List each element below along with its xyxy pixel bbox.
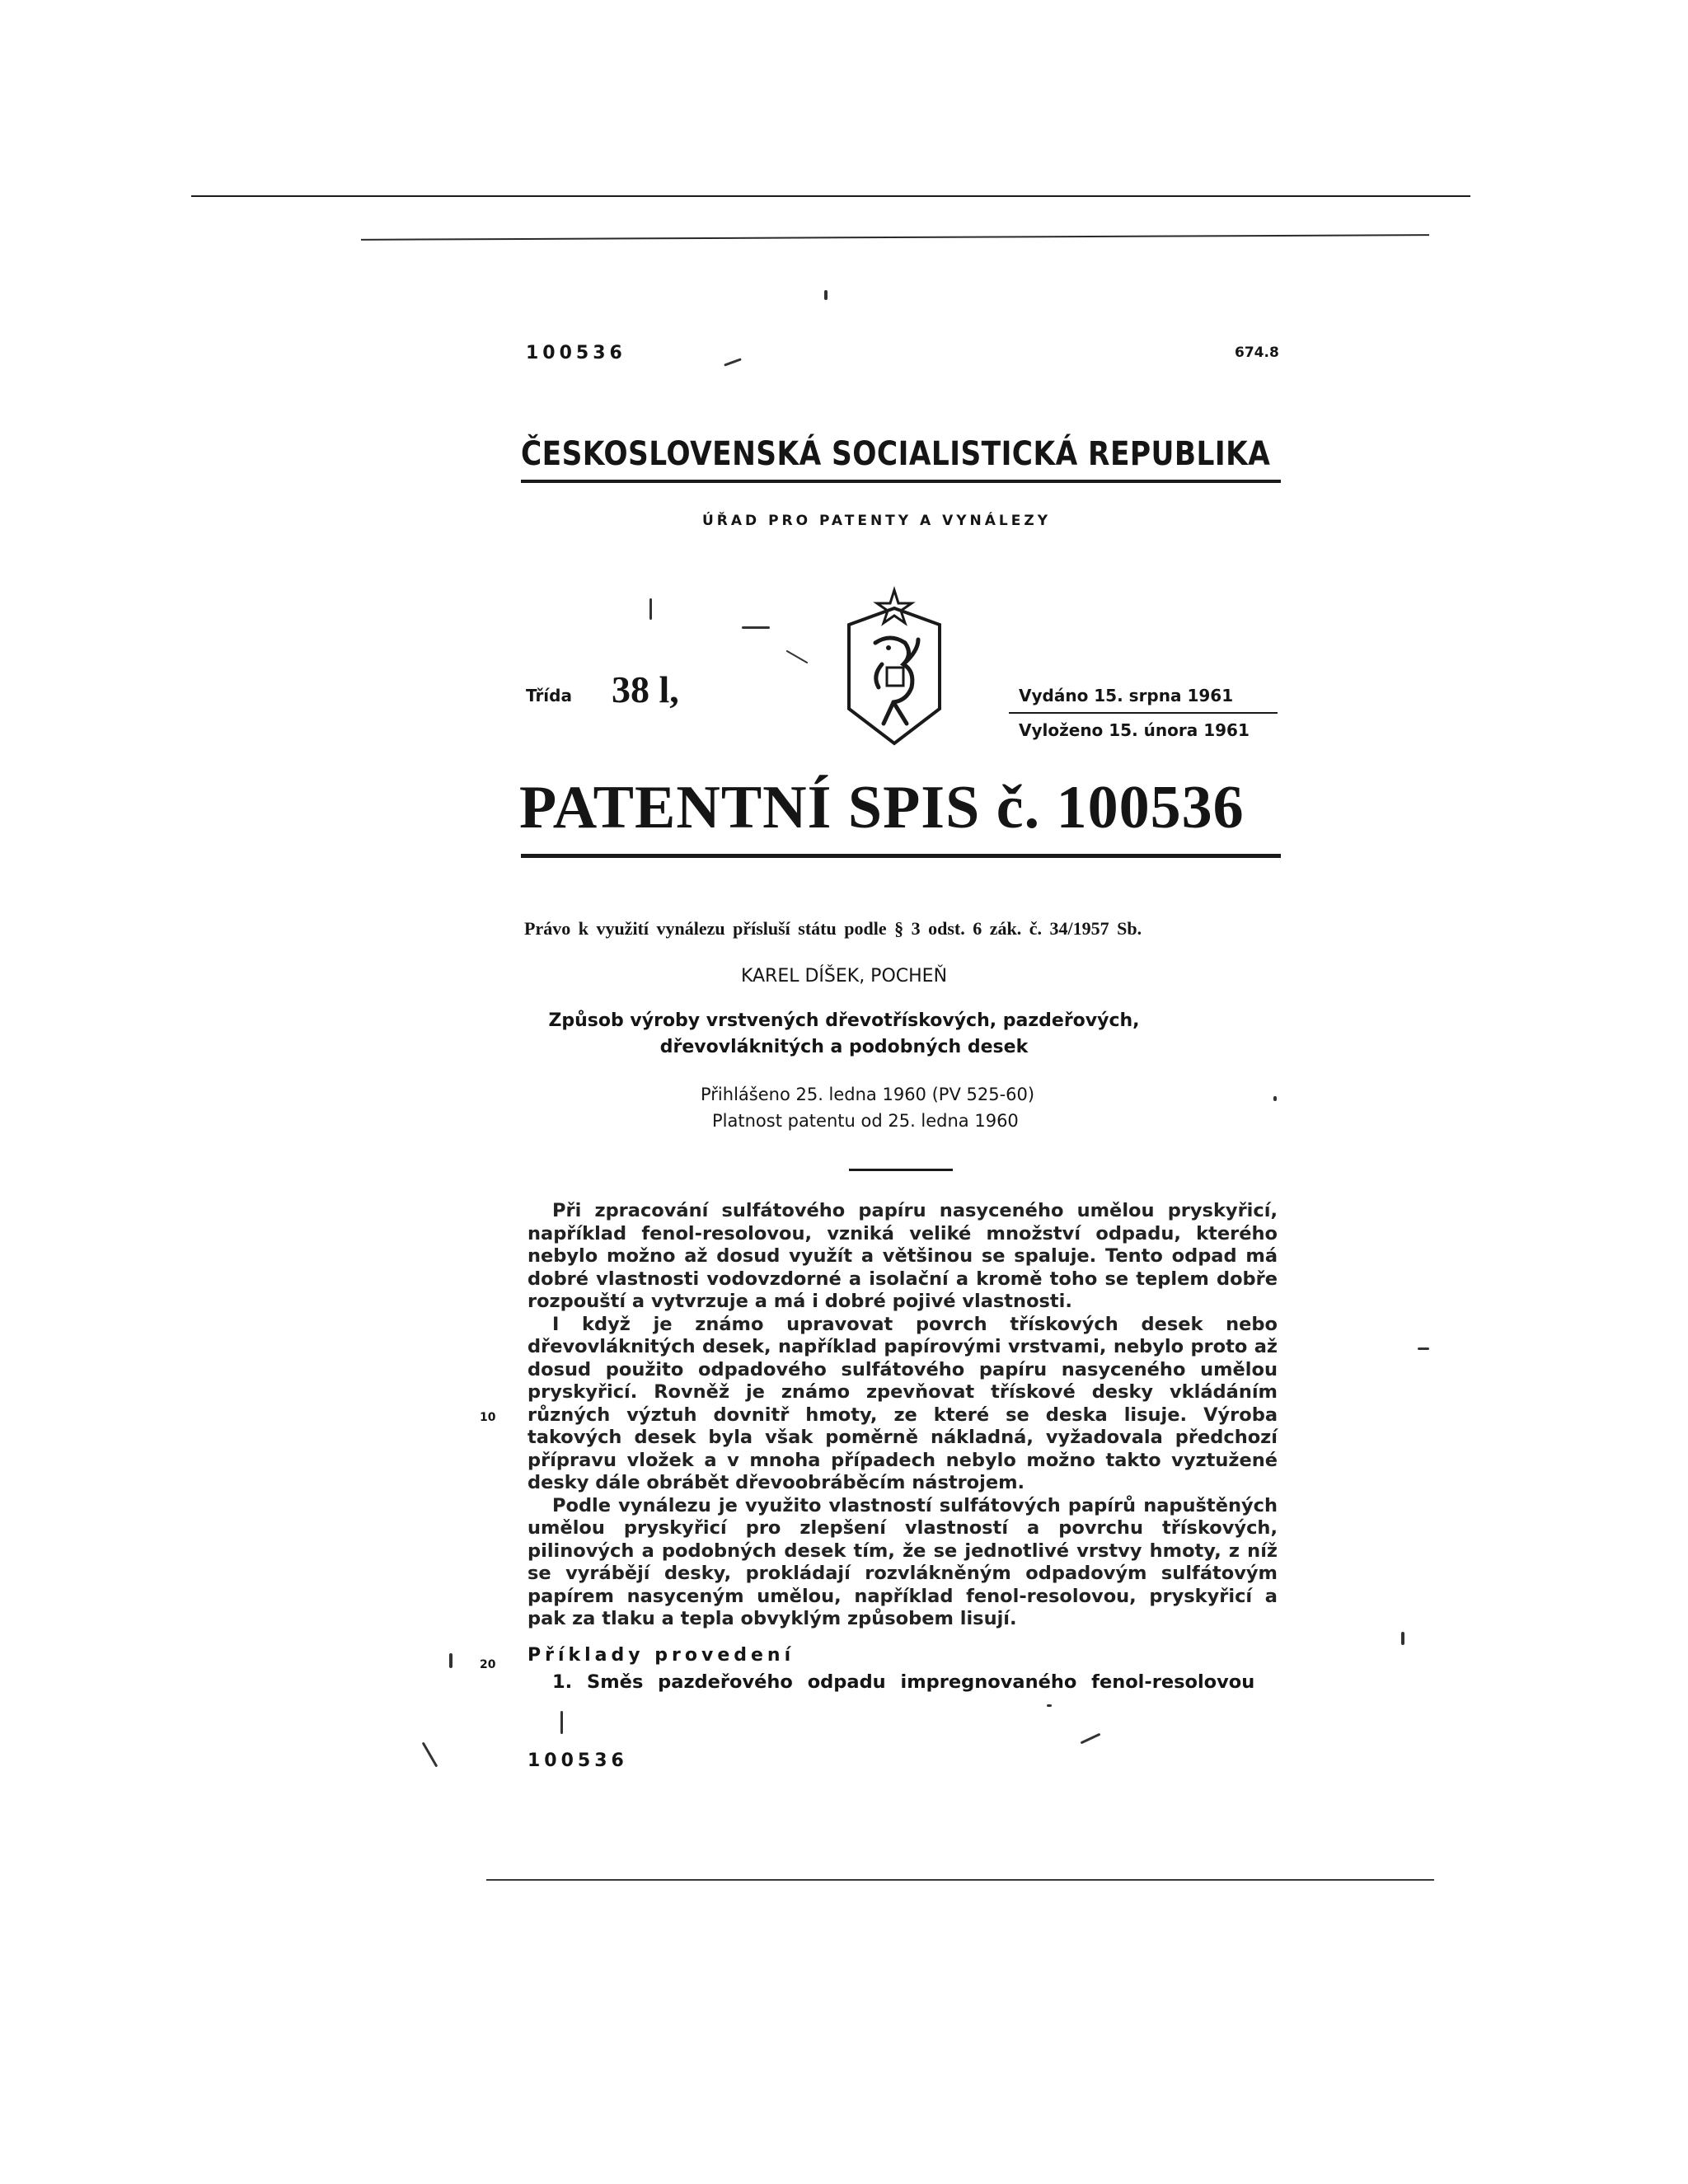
issued-date: Vydáno 15. srpna 1961 (1019, 686, 1234, 705)
rights-statement: Právo k využití vynálezu přísluší státu podle § 3 odst. 6 zák. č. 34/1957 Sb. (524, 918, 1142, 939)
laid-open-date: Vyloženo 15. února 1961 (1019, 720, 1250, 740)
state-name-rule (521, 480, 1281, 483)
title-rule (521, 854, 1281, 858)
doc-number-bottom: 100536 (528, 1750, 628, 1771)
scan-top-edge (361, 234, 1429, 241)
inventor-name: KAREL DÍŠEK, POCHEŇ (740, 966, 948, 987)
scan-speck (449, 1653, 452, 1668)
scan-speck (742, 626, 770, 629)
coat-of-arms-icon (832, 585, 956, 750)
dates-divider (1009, 712, 1278, 714)
scan-speck (786, 650, 809, 664)
scan-speck (824, 290, 828, 300)
paragraph-3: Podle vynálezu je využito vlastností sulfátových papírů napuštěných umělou pryskyřicí pro zlepšení vlastností a povrchu třískových, pilinových a podobných desek tím, že se jednotlivé vrstvy hmoty, z níž se vyrábějí desky, prokládají rozvlákněným odpadovým sulfátovým papírem nasyceným umělou, například fenol-resolovou, pryskyřicí a pak za tlaku a tepla obvyklým způsobem lisují. (528, 1494, 1278, 1629)
scan-speck (1273, 1096, 1277, 1101)
example-1-line: 1. Směs pazdeřového odpadu impregnovaného fenol-resolovou (552, 1671, 1255, 1693)
scan-speck (560, 1711, 563, 1734)
doc-number-top: 100536 (526, 343, 626, 363)
scan-speck (1081, 1733, 1101, 1745)
description-body (528, 1200, 1278, 1631)
class-code-top: 674.8 (1235, 344, 1279, 361)
scan-speck (649, 598, 652, 620)
scan-speck (724, 358, 742, 366)
class-value: 38 l, (612, 668, 679, 710)
page-top-rule (191, 195, 1470, 197)
state-name: ČESKOSLOVENSKÁ SOCIALISTICKÁ REPUBLIKA (521, 435, 1271, 473)
examples-heading: Příklady provedení (528, 1645, 795, 1666)
scan-speck (1047, 1704, 1052, 1707)
invention-title-line1: Způsob výroby vrstvených dřevotřískových, pazdeřových, (548, 1010, 1140, 1031)
margin-line-number-20: 20 (480, 1658, 496, 1671)
scan-speck (422, 1742, 438, 1768)
patent-validity: Platnost patentu od 25. ledna 1960 (712, 1111, 1019, 1131)
margin-line-number-10: 10 (480, 1411, 496, 1424)
class-label: Třída (526, 686, 572, 705)
section-separator (849, 1169, 953, 1171)
patent-title: PATENTNÍ SPIS č. 100536 (519, 774, 1245, 841)
paragraph-1: Při zpracování sulfátového papíru nasyceného umělou pryskyřicí, například fenol-resolovou, vzniká veliké množství odpadu, kterého nebylo možno až dosud využít a většinou se spaluje. Tento odpad má dobré vlastnosti vodovzdorné a isolační a kromě toho se teplem dobře rozpouští a vytvrzuje a má i dobré pojivé vlastnosti. (528, 1200, 1278, 1312)
filing-date: Přihlášeno 25. ledna 1960 (PV 525-60) (701, 1085, 1035, 1104)
scan-speck (1401, 1632, 1404, 1645)
office-name: ÚŘAD PRO PATENTY A VYNÁLEZY (702, 513, 1052, 529)
invention-title-line2: dřevovláknitých a podobných desek (659, 1037, 1029, 1057)
paragraph-2: I když je známo upravovat povrch třískových desek nebo dřevovláknitých desek, například papírovými vrstvami, nebylo proto až dosud použito odpadového sulfátového papíru nasyceného umělou pryskyřicí. Rovněž je známo zpevňovat třískové desky vkládáním různých výztuh dovnitř hmoty, ze které se deska lisuje. Výroba takových desek byla však poměrně nákladná, vyžadovala předchozí přípravu vložek a v mnoha případech nebylo možno takto vyztužené desky dále obrábět dřevoobráběcím nástrojem. (528, 1313, 1278, 1493)
scan-bottom-edge (486, 1879, 1434, 1881)
scan-speck (1418, 1347, 1429, 1350)
